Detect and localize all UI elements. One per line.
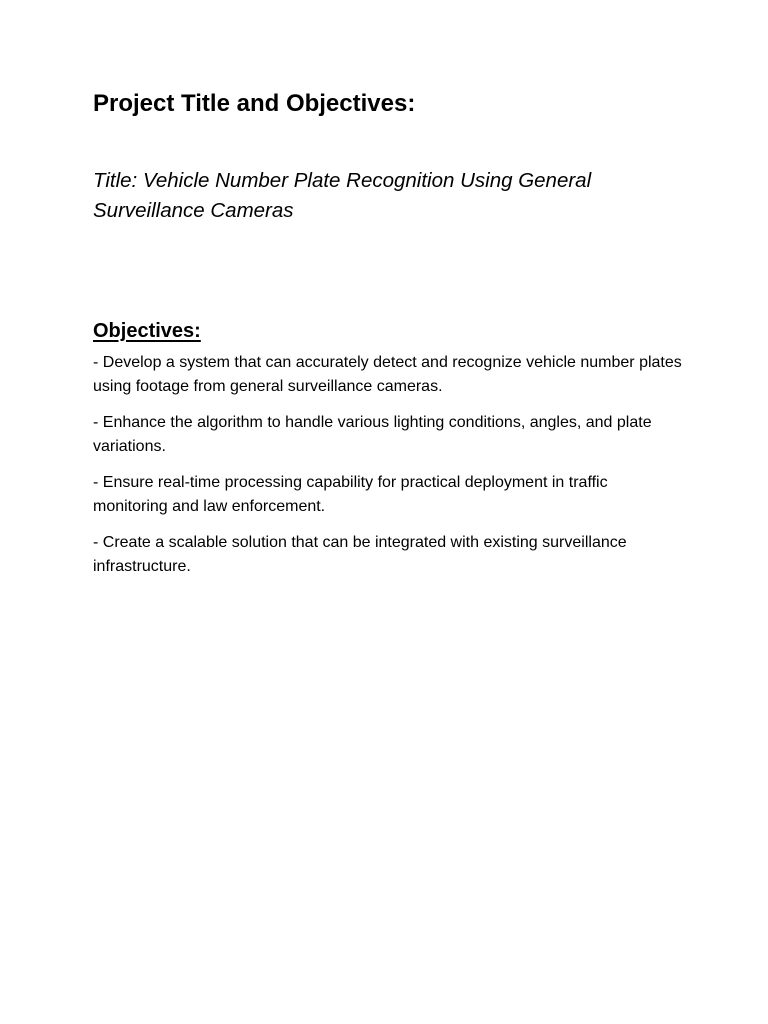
page-heading: Project Title and Objectives: xyxy=(93,90,416,117)
objective-item: - Develop a system that can accurately detect and recognize vehicle number plates using footage from general surveillance cameras. xyxy=(93,354,682,395)
objectives-list xyxy=(93,351,683,579)
objectives-heading: Objectives: xyxy=(93,320,201,342)
document-body xyxy=(93,88,683,591)
objective-item: - Enhance the algorithm to handle various lighting conditions, angles, and plate variations. xyxy=(93,414,652,455)
project-title: Title: Vehicle Number Plate Recognition Using General Surveillance Cameras xyxy=(93,169,592,222)
objective-item: - Ensure real-time processing capability for practical deployment in traffic monitoring and law enforcement. xyxy=(93,474,608,515)
objective-item: - Create a scalable solution that can be integrated with existing surveillance infrastructure. xyxy=(93,534,627,575)
